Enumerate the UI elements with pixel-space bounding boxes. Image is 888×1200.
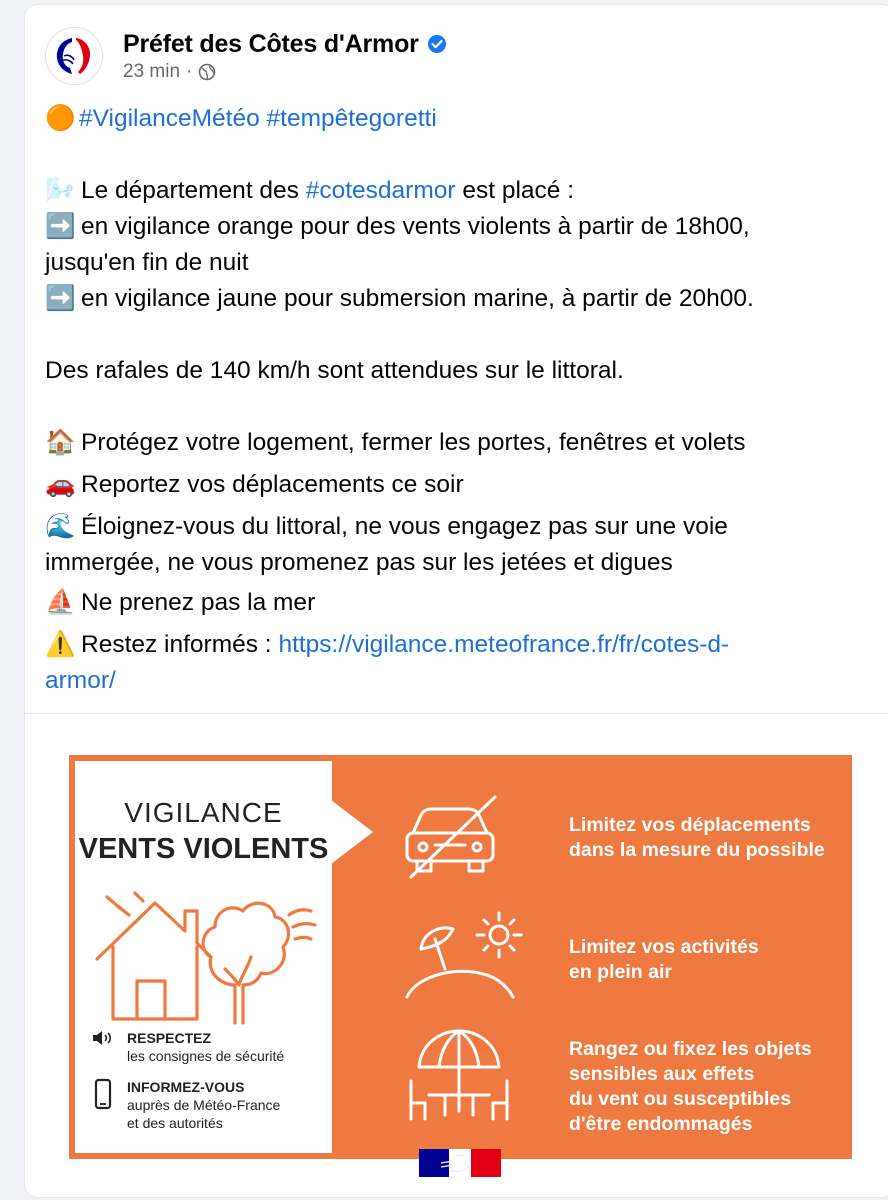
post-header bbox=[45, 27, 447, 85]
tip-informez-l2: et des autorités bbox=[127, 1115, 223, 1131]
advice-objets-l4: d'être endommagés bbox=[569, 1113, 753, 1135]
post-time[interactable]: 23 min bbox=[123, 60, 181, 82]
advice-objets-l3: du vent ou susceptibles bbox=[569, 1088, 792, 1110]
advice-deplacements-l2: dans la mesure du possible bbox=[569, 839, 825, 861]
warning-icon: ⚠️ bbox=[45, 631, 76, 658]
vigilance-orange-line bbox=[45, 209, 865, 245]
post-text bbox=[45, 101, 865, 699]
tip-informez bbox=[93, 1078, 280, 1132]
patio-umbrella-icon bbox=[405, 1023, 515, 1133]
hashtag-tempetegoretti-link[interactable]: #tempêtegoretti bbox=[266, 105, 437, 132]
poster-left-panel bbox=[75, 761, 332, 1153]
vigilance-poster-image[interactable] bbox=[69, 755, 852, 1159]
vigilance-jaune-line bbox=[45, 281, 865, 317]
advice-coast-text: Éloignez-vous du littoral, ne vous engagez pas sur une voie bbox=[81, 513, 728, 540]
post-card bbox=[24, 4, 888, 1198]
sailboat-icon: ⛵ bbox=[45, 589, 76, 616]
tip-informez-bold: INFORMEZ-VOUS bbox=[127, 1079, 245, 1095]
author-name[interactable]: Préfet des Côtes d'Armor bbox=[123, 29, 419, 58]
vigilance-jaune-text: en vigilance jaune pour submersion marine, à partir de 20h00. bbox=[81, 285, 754, 312]
orange-circle-icon: 🟠 bbox=[45, 105, 76, 132]
advice-activites-l2: en plein air bbox=[569, 961, 672, 983]
tip-informez-l1: auprès de Météo-France bbox=[127, 1097, 281, 1113]
advice-activites-l1: Limitez vos activités bbox=[569, 936, 759, 958]
meta-separator: · bbox=[186, 60, 193, 82]
advice-deplacements bbox=[569, 813, 825, 863]
right-arrow-icon: ➡️ bbox=[45, 213, 76, 240]
advice-deplacements-l1: Limitez vos déplacements bbox=[569, 814, 811, 836]
wind-icon: 🌬️ bbox=[45, 177, 76, 204]
house-icon: 🏠 bbox=[45, 429, 76, 456]
marianne-logo-icon bbox=[50, 32, 98, 80]
advice-home-text: Protégez votre logement, fermer les portes, fenêtres et volets bbox=[81, 429, 746, 456]
globe-icon[interactable] bbox=[198, 63, 216, 81]
phone-icon bbox=[91, 1078, 113, 1112]
hashtag-cotesdarmor-link[interactable]: #cotesdarmor bbox=[305, 177, 456, 204]
speaker-icon bbox=[91, 1029, 113, 1047]
republique-francaise-logo-icon bbox=[419, 1149, 501, 1177]
beach-sun-icon bbox=[399, 905, 529, 1005]
advice-coast-cont: immergée, ne vous promenez pas sur les jetées et digues bbox=[45, 549, 673, 576]
advice-sea bbox=[45, 585, 865, 621]
meteofrance-link-cont[interactable]: armor/ bbox=[45, 667, 116, 694]
vigilance-orange-text: en vigilance orange pour des vents violents à partir de 18h00, bbox=[81, 213, 750, 240]
advice-info bbox=[45, 627, 865, 663]
advice-activites bbox=[569, 935, 759, 985]
vigilance-orange-cont: jusqu'en fin de nuit bbox=[45, 249, 249, 276]
advice-objets-l1: Rangez ou fixez les objets bbox=[569, 1038, 812, 1060]
status-text-end: est placé : bbox=[455, 177, 575, 204]
tip-respectez-text: les consignes de sécurité bbox=[127, 1048, 285, 1064]
divider bbox=[25, 713, 888, 714]
poster-arrow-tip bbox=[331, 800, 373, 864]
hashtag-vigilancemeteo-link[interactable]: #VigilanceMétéo bbox=[79, 105, 260, 132]
house-tree-illustration-icon bbox=[93, 881, 323, 1051]
advice-info-text: Restez informés : bbox=[81, 631, 279, 658]
tip-respectez bbox=[93, 1029, 284, 1065]
right-arrow-icon: ➡️ bbox=[45, 285, 76, 312]
poster-title-vents: VENTS VIOLENTS bbox=[78, 833, 329, 865]
advice-car bbox=[45, 467, 865, 503]
advice-objets bbox=[569, 1037, 812, 1137]
poster-title-vigilance: VIGILANCE bbox=[124, 797, 283, 828]
advice-sea-text: Ne prenez pas la mer bbox=[81, 589, 316, 616]
profile-avatar[interactable] bbox=[45, 27, 103, 85]
meteofrance-link[interactable]: https://vigilance.meteofrance.fr/fr/cotes-d- bbox=[278, 631, 730, 658]
car-icon: 🚗 bbox=[45, 471, 76, 498]
status-line bbox=[45, 173, 865, 209]
tip-respectez-bold: RESPECTEZ bbox=[127, 1030, 212, 1046]
advice-home bbox=[45, 425, 865, 461]
advice-coast bbox=[45, 509, 865, 545]
hashtag-line bbox=[45, 101, 865, 137]
car-crossed-icon bbox=[399, 793, 509, 883]
advice-objets-l2: sensibles aux effets bbox=[569, 1063, 755, 1085]
advice-car-text: Reportez vos déplacements ce soir bbox=[81, 471, 464, 498]
rafales-line: Des rafales de 140 km/h sont attendues sur le littoral. bbox=[45, 357, 624, 384]
verified-badge-icon bbox=[427, 34, 447, 54]
wave-icon: 🌊 bbox=[45, 513, 76, 540]
status-text: Le département des bbox=[81, 177, 306, 204]
